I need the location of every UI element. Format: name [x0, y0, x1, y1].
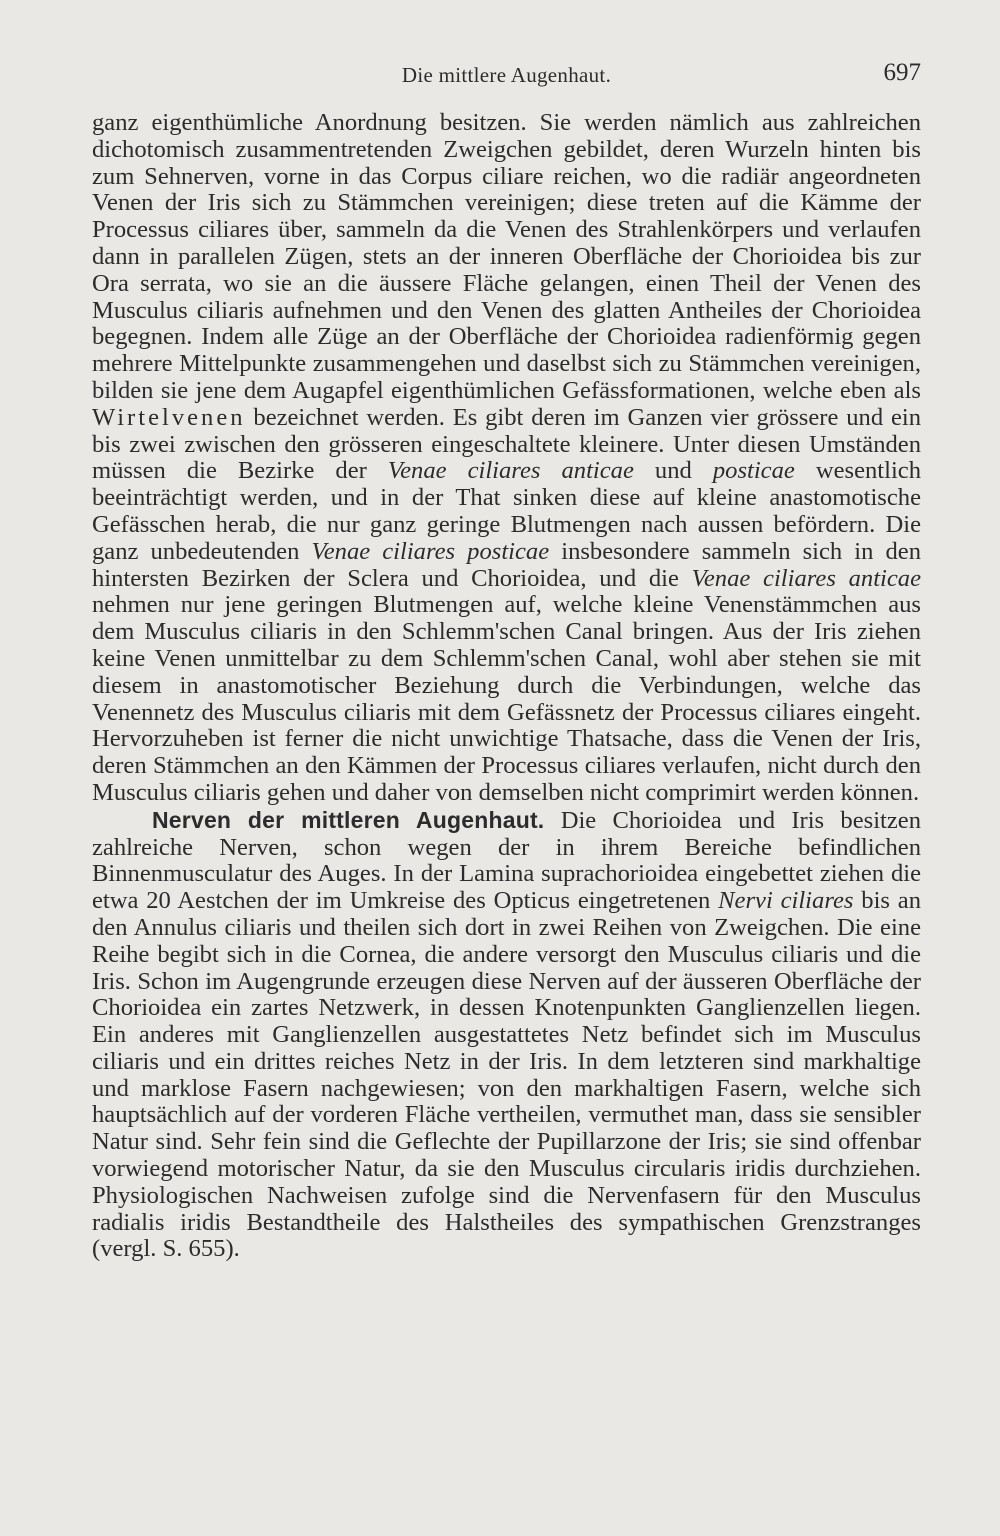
- section-heading: Nerven der mittleren Augenhaut.: [152, 806, 545, 833]
- italic-term: posticae: [712, 457, 795, 485]
- paragraph-venous-system: [92, 110, 921, 807]
- paragraph-nerves: [92, 807, 921, 1264]
- spaced-term: Wirtelvenen: [92, 403, 246, 431]
- text-run: wesentlich beeinträchtigt werden, und in der That sinken diese auf kleine anastomotische Gefässchen herab, die nur ganz geringe Blutmengen nach aussen befördern. Die ganz unbedeutenden: [92, 457, 922, 565]
- running-head: [92, 60, 921, 90]
- text-run: insbesondere sammeln sich in den hintersten Bezirken der Sclera und Chorioidea, und die: [92, 537, 921, 592]
- text-run: ganz eigenthümliche Anordnung besitzen. Sie werden nämlich aus zahlreichen dichotomisch zusammentretenden Zweigchen gebildet, deren Wurzeln hinten bis zum Sehnerven, vorne in das Corpus ciliare reichen, wo die radiär angeordneten Venen der Iris sich zu Stämmchen vereinigen; diese treten auf die Kämme der Processus ciliares über, sammeln da die Venen des Strahlenkörpers und verlaufen dann in parallelen Zügen, stets an der inneren Oberfläche der Chorioidea bis zur Ora serrata, wo sie an die äussere Fläche gelangen, einen Theil der Venen des Musculus ciliaris aufnehmen und den Venen des glatten Antheiles der Chorioidea begegnen. Indem alle Züge an der Oberfläche der Chorioidea radienförmig gegen mehrere Mittelpunkte zusammengehen und daselbst sich zu Stämmchen vereinigen, bilden sie jene dem Augapfel eigenthümlichen Gefässformationen, welche eben als: [92, 109, 921, 404]
- body-text: [92, 110, 921, 1263]
- text-run: bis an den Annulus ciliaris und theilen sich dort in zwei Reihen von Zweigchen. Die eine Reihe begibt sich in die Cornea, die andere versorgt den Musculus ciliaris und die Iris. Schon im Augengrunde erzeugen diese Nerven auf der äusseren Oberfläche der Chorioidea ein zartes Netzwerk, in dessen Knotenpunkten Ganglienzellen liegen. Ein anderes mit Ganglienzellen ausgestattetes Netz befindet sich im Musculus ciliaris und ein drittes reiches Netz in der Iris. In dem letzteren sind markhaltige und marklose Fasern nachgewiesen; von den markhaltigen Fasern, welche sich hauptsächlich auf der vorderen Fläche vertheilen, vermuthet man, dass sie sensibler Natur sind. Sehr fein sind die Geflechte der Pupillarzone der Iris; sie sind offenbar vorwiegend motorischer Natur, da sie den Musculus circularis iridis durchziehen. Physiologischen Nachweisen zufolge sind die Nervenfasern für den Musculus radialis iridis Bestandtheile des Halstheiles des sympathischen Grenzstranges (vergl. S. 655).: [92, 887, 921, 1263]
- italic-term: Venae ciliares anticae: [691, 564, 921, 592]
- page-number: 697: [883, 59, 921, 86]
- italic-term: Venae ciliares posticae: [311, 537, 550, 565]
- text-run: und: [633, 457, 713, 485]
- text-run: nehmen nur jene geringen Blutmengen auf, welche kleine Venenstämmchen aus dem Musculus ciliaris in den Schlemm'schen Canal bringen. Aus der Iris ziehen keine Venen unmittelbar zu dem Schlemm'schen Canal, wohl aber stehen sie mit diesem in anastomotischer Beziehung durch die Verbindungen, welche das Venennetz des Musculus ciliaris mit dem Gefässnetz der Processus ciliares eingeht. Hervorzuheben ist ferner die nicht unwichtige Thatsache, dass die Venen der Iris, deren Stämmchen an den Kämmen der Processus ciliares verlaufen, nicht durch den Musculus ciliaris gehen und daher von demselben nicht comprimirt werden können.: [92, 591, 921, 806]
- text-run: Die Chorioidea und Iris besitzen zahlreiche Nerven, schon wegen der in ihrem Bereiche befindlichen Binnenmusculatur des Auges. In der Lamina suprachorioidea eingebettet ziehen die etwa 20 Aestchen der im Umkreise des Opticus eingetretenen: [92, 806, 921, 915]
- italic-term: Venae ciliares anticae: [387, 457, 634, 485]
- running-title: Die mittlere Augenhaut.: [401, 63, 612, 87]
- text-run: bezeichnet werden. Es gibt deren im Ganzen vier grössere und ein bis zwei zwischen den grösseren eingeschaltete kleinere. Unter diesen Umständen müssen die Bezirke der: [92, 403, 921, 485]
- italic-term: Nervi ciliares: [718, 887, 854, 915]
